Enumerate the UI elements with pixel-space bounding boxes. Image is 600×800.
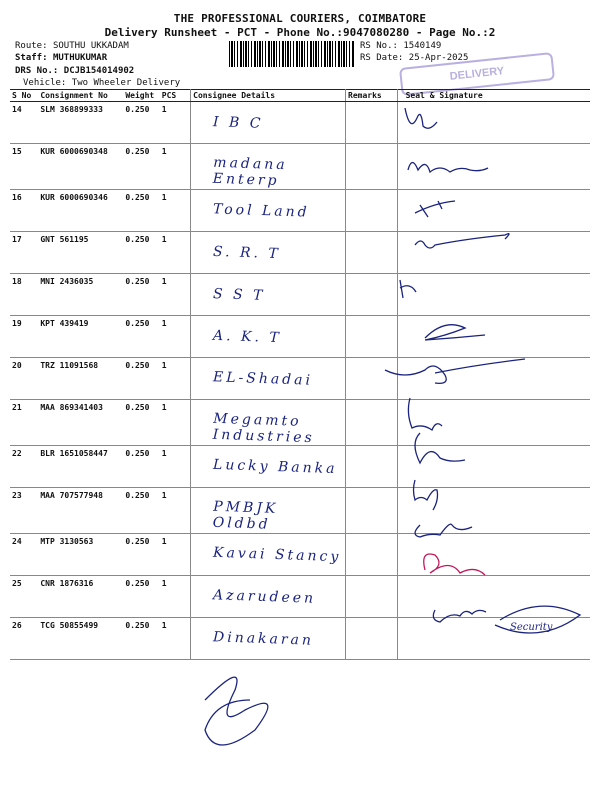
sno-cell: 24 xyxy=(10,534,38,576)
col-remarks: Remarks xyxy=(346,90,398,102)
sno-cell: 16 xyxy=(10,190,38,232)
consignee-handwriting: Kavai Stancy xyxy=(212,544,342,566)
vehicle-value: Two Wheeler Delivery xyxy=(71,78,181,88)
weight-cell: 0.250 xyxy=(123,400,159,446)
consignment-cell: TCG 50855499 xyxy=(38,618,123,660)
signature-19 xyxy=(425,325,485,340)
sno-cell: 23 xyxy=(10,488,38,534)
signature-21 xyxy=(408,398,442,430)
consignee-handwriting: PMBJK Oldbd xyxy=(212,498,279,533)
col-pcs: PCS xyxy=(160,90,191,102)
signature-17 xyxy=(415,234,509,248)
security-note: Security xyxy=(510,622,553,633)
signature-25 xyxy=(424,554,485,575)
weight-cell: 0.250 xyxy=(123,316,159,358)
sno-cell: 15 xyxy=(10,144,38,190)
signature-15 xyxy=(408,163,488,173)
pcs-cell: 1 xyxy=(160,618,191,660)
sno-cell: 18 xyxy=(10,274,38,316)
pcs-cell: 1 xyxy=(160,274,191,316)
weight-cell: 0.250 xyxy=(123,358,159,400)
consignment-cell: KPT 439419 xyxy=(38,316,123,358)
staff-label: Staff: xyxy=(15,53,48,63)
col-weight: Weight xyxy=(123,90,159,102)
consignment-cell: CNR 1876316 xyxy=(38,576,123,618)
pcs-cell: 1 xyxy=(160,316,191,358)
consignment-cell: KUR 6000690346 xyxy=(38,190,123,232)
weight-cell: 0.250 xyxy=(123,576,159,618)
consignee-handwriting: Dinakaran xyxy=(212,629,315,649)
sno-cell: 25 xyxy=(10,576,38,618)
pcs-cell: 1 xyxy=(160,358,191,400)
weight-cell: 0.250 xyxy=(123,190,159,232)
rs-date-value: 25-Apr-2025 xyxy=(408,53,469,63)
drs-value: DCJB154014902 xyxy=(63,66,135,76)
consignment-cell: GNT 561195 xyxy=(38,232,123,274)
consignment-cell: BLR 1651058447 xyxy=(38,446,123,488)
sno-cell: 17 xyxy=(10,232,38,274)
pcs-cell: 1 xyxy=(160,232,191,274)
consignee-handwriting: Tool Land xyxy=(212,201,311,221)
weight-cell: 0.250 xyxy=(123,488,159,534)
rs-no-label: RS No.: xyxy=(360,41,398,51)
pcs-cell: 1 xyxy=(160,446,191,488)
signature-20 xyxy=(385,359,525,383)
consignee-handwriting: Azarudeen xyxy=(212,587,317,607)
sno-cell: 26 xyxy=(10,618,38,660)
delivery-stamp: DELIVERY xyxy=(399,52,555,96)
col-consignment: Consignment No xyxy=(38,90,123,102)
consignee-handwriting: I B C xyxy=(212,114,264,132)
signature-14 xyxy=(405,108,437,128)
signature-23 xyxy=(414,480,438,510)
pcs-cell: 1 xyxy=(160,144,191,190)
sno-cell: 19 xyxy=(10,316,38,358)
consignment-cell: KUR 6000690348 xyxy=(38,144,123,190)
consignee-handwriting: A. K. T xyxy=(212,327,283,347)
consignee-handwriting: Lucky Banka xyxy=(212,456,338,478)
weight-cell: 0.250 xyxy=(123,232,159,274)
consignee-handwriting: Megamto Industries xyxy=(212,410,316,447)
weight-cell: 0.250 xyxy=(123,446,159,488)
consignment-cell: SLM 368899333 xyxy=(38,102,123,144)
weight-cell: 0.250 xyxy=(123,102,159,144)
weight-cell: 0.250 xyxy=(123,274,159,316)
signature-18 xyxy=(400,280,416,298)
pcs-cell: 1 xyxy=(160,488,191,534)
consignee-handwriting: EL-Shadai xyxy=(212,369,314,389)
drs-label: DRS No.: xyxy=(15,66,59,76)
signature-16 xyxy=(415,201,455,217)
sno-cell: 21 xyxy=(10,400,38,446)
route-label: Route: xyxy=(15,41,48,51)
pcs-cell: 1 xyxy=(160,102,191,144)
consignment-cell: MAA 869341403 xyxy=(38,400,123,446)
consignee-handwriting: S S T xyxy=(212,286,266,304)
consignee-handwriting: madana Enterp xyxy=(212,154,288,190)
rs-no-value: 1540149 xyxy=(403,41,442,51)
pcs-cell: 1 xyxy=(160,400,191,446)
signature-26 xyxy=(433,610,486,622)
weight-cell: 0.250 xyxy=(123,618,159,660)
weight-cell: 0.250 xyxy=(123,534,159,576)
vehicle-label: Vehicle: xyxy=(23,78,67,88)
route-value: SOUTHU UKKADAM xyxy=(52,41,129,51)
signature-22 xyxy=(415,433,465,463)
col-consignee: Consignee Details xyxy=(191,90,346,102)
staff-value: MUTHUKUMAR xyxy=(52,53,108,63)
pcs-cell: 1 xyxy=(160,576,191,618)
rs-date-label: RS Date: xyxy=(360,53,404,63)
col-sno: S No xyxy=(10,90,38,102)
pcs-cell: 1 xyxy=(160,190,191,232)
signature-24 xyxy=(415,524,472,537)
sno-cell: 14 xyxy=(10,102,38,144)
sno-cell: 20 xyxy=(10,358,38,400)
consignment-cell: MAA 707577948 xyxy=(38,488,123,534)
consignee-handwriting: S. R. T xyxy=(212,243,282,263)
consignment-cell: MTP 3130563 xyxy=(38,534,123,576)
consignment-cell: MNI 2436035 xyxy=(38,274,123,316)
company-title: THE PROFESSIONAL COURIERS, COIMBATORE xyxy=(173,12,427,25)
consignment-cell: TRZ 11091568 xyxy=(38,358,123,400)
bottom-signature xyxy=(205,677,268,745)
col-seal-signature: Seal & Signature xyxy=(397,90,590,102)
pcs-cell: 1 xyxy=(160,534,191,576)
runsheet-subtitle: Delivery Runsheet - PCT - Phone No.:9047080280 - Page No.:2 xyxy=(104,26,496,39)
weight-cell: 0.250 xyxy=(123,144,159,190)
sno-cell: 22 xyxy=(10,446,38,488)
